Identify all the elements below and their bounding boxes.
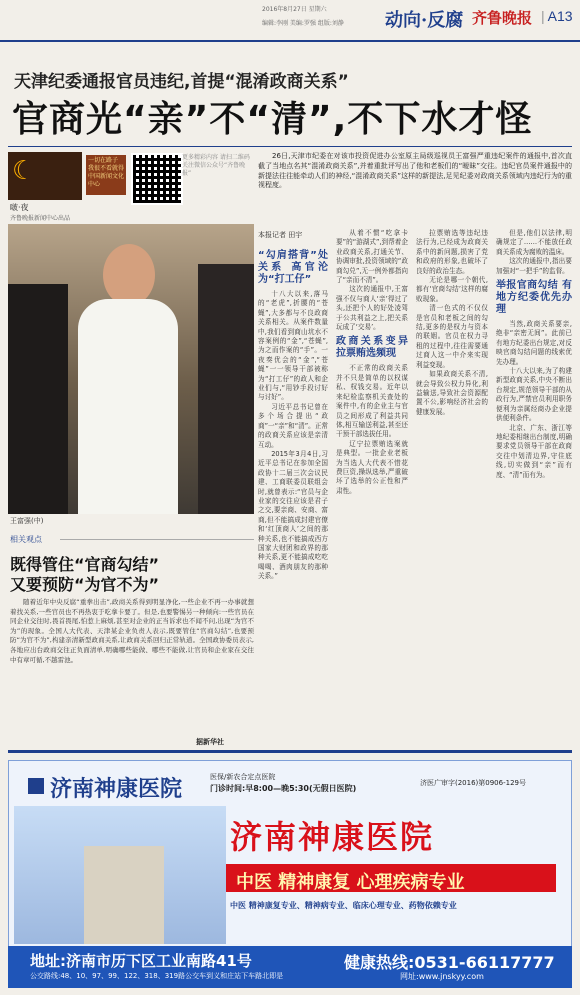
- related-headline-2: 又要预防“为官不为”: [10, 575, 160, 594]
- column-heading: 举报官商勾结 有地方纪委优先办理: [496, 280, 572, 316]
- divider: [60, 539, 254, 540]
- ad-slogan: 中医 精神康复 心理疾病专业: [236, 872, 465, 893]
- divider: [8, 750, 572, 753]
- promo-banner: 一切在路子 我很不看就得 中国新闻文化中心: [86, 155, 126, 195]
- newspaper-logo: 齐鲁晚报: [472, 9, 533, 27]
- paragraph: 2015年3月4日,习近平总书记在参加全国政协十二届三次会议民建、工商联委员联组会时,就曾表示:“官员与企业家的交往应该是君子之交,要亲商、安商、富商,但不能搞成封建官僚和‘红顶商人’之间的那种关系,也不能搞成西方国家大财团和政界的那种关系,更不能搞成吃吃喝喝、酒肉朋友的那种关系。”: [258, 449, 328, 581]
- paragraph: 习近平总书记曾在多个场合提出“政商”一“亲”和“清”。正常的政商关系应该是亲清互动。: [258, 402, 328, 449]
- promo-title: 啵·夜: [10, 203, 29, 212]
- article-subheadline: 天津纪委通报官员违纪,首提“混淆政商关系”: [14, 72, 349, 92]
- photo-caption: 王富强(中): [10, 517, 44, 525]
- paragraph: 辽宁拉票贿选案就是典型。一批企业老板为当选人大代表不惜花费巨资,操纵选举,严重破坏了选举的公正性和严肃性。: [336, 439, 408, 495]
- divider: [8, 146, 572, 147]
- paragraph: 十八大以来,落马的“老虎”,折腰的“苍蝇”,大多都与不良政商关系相关。从案件数量中,我们看到商山坑水不容案例的“金”,“苍蝇”,为之而作案的“手”。一夜奏优会的“金”,“苍蝇”一一领导干部被称为“打工仔”的政人和企业们与,“用钞手段讨好与讨好”。: [258, 290, 328, 402]
- ad-hours: 门诊时间:早8:00—晚5:30(无假日医院): [210, 784, 357, 793]
- paragraph: 当然,政商关系要亲,绝非“亲密无间”。此前已有地方纪委出台规定,对反映官商勾结问题的线索优先办理。: [496, 320, 572, 366]
- article-column-2: [336, 229, 408, 734]
- page-number: | A13: [541, 8, 573, 24]
- paragraph: 但是,他们以法律,明确规定了……不能放任政商关系成为腐败的温床。: [496, 229, 572, 256]
- article-column-4: [496, 229, 572, 734]
- news-photo: [8, 224, 254, 514]
- paragraph: 清一色式的不仅仅是官员和老板之间的勾结,更多的是权力与资本的联姻。官员在权力寻租的过程中,往往需要通过商人这一中介来实现利益变现。: [416, 304, 488, 369]
- related-label: 相关观点: [10, 535, 42, 544]
- ad-bus-routes: 公交路线:48、10、97、99、122、318、319路公交车到义和庄站下车路北即是: [30, 972, 284, 980]
- paragraph: 从着不惯“吃拿卡要”的“游湖式”,到帮着企业政商关系,打通关节、协调审批,投资领域的“政商勾兑”,无一例外都指向了“亲而不清”。: [336, 229, 408, 285]
- qr-code-icon: [131, 153, 183, 205]
- qr-caption: 更多精彩内容 请扫二维码关注微信公众号“齐鲁晚报”: [182, 154, 250, 177]
- related-body: 随着近年中央反腐“重拳出击”,政商关系得到明显净化,一些企业不再一办事就想着找关系,一些官员也不再热衷于吃拿卡要了。但是,也要警惕另一种倾向:一些官员在同企业交往时,畏首畏尾,怕惹上麻烦,甚至对企业的正当诉求也不闻不问,出现“为官不为”的现象。全国人大代表、天津某企业负责人表示,既要管住“官商勾结”,也要预防“为官不为”,构建亲清新型政商关系,让政商关系回归正常轨道。全国政协委员表示,各地应出台政商交往正负面清单,明确哪些能做、哪些不能做,让官员和企业家在交往中有章可循,不越雷池。: [10, 598, 254, 664]
- ad-insurance-note: 医保/新农合定点医院: [210, 773, 276, 781]
- section-title: 动向·反腐: [385, 10, 464, 31]
- paragraph: 拉票贿选等违纪违法行为,已经成为政商关系中的新问题,损害了党和政府的形象,也破坏了良好的政治生态。: [416, 229, 488, 275]
- paragraph: 无论是哪一个朝代,都有‘官商勾结’这样的腐败现象。: [416, 276, 488, 303]
- paragraph: 北京、广东、浙江等地纪委相继出台制度,明确要求党员领导干部在政商交往中划清边界,守住底线,切实做到“亲”而有度、“清”而有为。: [496, 423, 572, 479]
- article-headline: 官商光“亲”不“清”,不下水才怪: [12, 99, 533, 140]
- ad-address: 地址:济南市历下区工业南路41号: [30, 952, 252, 970]
- article-column-1: [258, 246, 328, 734]
- ad-hotline[interactable]: 健康热线:0531-66117777: [344, 953, 555, 972]
- paragraph: 这次的通报中,王富强不仅与商人‘亲’得过了头,还把个人的好处凌驾于公共利益之上,把关系玩成了‘交易’。: [336, 285, 408, 332]
- byline: 本报记者 田宇: [258, 231, 303, 239]
- paragraph: 这次的通报中,指出要加强对“一把手”的监督。: [496, 257, 572, 275]
- article-column-3: [416, 229, 488, 734]
- ad-services: 中医 精神康复专业、精神病专业、临床心理专业、药物依赖专业: [230, 901, 457, 910]
- ad-registration: 济医广审字(2016)第0906-129号: [420, 779, 526, 787]
- ad-logo-text: 济南神康医院: [50, 777, 183, 802]
- promo-subtitle: 齐鲁晚报新闻中心出品: [10, 215, 71, 222]
- hospital-building-image: [14, 806, 226, 944]
- ad-title: 济南神康医院: [230, 818, 435, 856]
- related-headline-1: 既得管住“官商勾结”: [10, 555, 160, 574]
- paragraph: 不正常的政商关系并不只是简单的以权谋私、权钱交易。近年以来纪检监察机关查处的案件中,有的企业主与官员之间形成了利益共同体,相互输送利益,甚至还干预干部选拔任用。: [336, 364, 408, 439]
- paragraph: 如果政商关系不清,就会导致公权力异化,利益输送,导致社会资源配置不公,影响经济社会的健康发展。: [416, 370, 488, 416]
- article-lead: 26日,天津市纪委在对该市投资促进办公室原主局级巡视员王富强严重违纪案件的通报中,首次直截了当地点名其“混淆政商关系”,并着重批评写出了他和老板们的“暧昧”交往。违纪官员案件通报中的新提法往往能牵动人们的神经,“混淆政商关系”这样的新提法,足见纪委对政商关系领域内违纪行为的重视程度。: [258, 152, 572, 190]
- issue-date: 2016年8月27日 星期六: [262, 6, 327, 13]
- promo-image: [8, 152, 82, 200]
- related-source: 据新华社: [196, 738, 224, 746]
- hospital-logo-icon: [28, 778, 44, 794]
- ad-website-link[interactable]: 网址:www.jnskyy.com: [400, 972, 484, 981]
- paragraph: 十八大以来,为了构建新型政商关系,中央不断出台规定,规范领导干部的从政行为,严禁官员利用职务便利为亲属经商办企业提供便利条件。: [496, 367, 572, 423]
- column-heading: 政商关系变异 拉票贿选频现: [336, 336, 408, 360]
- editor-credits: 编辑:李刚 美编:罗强 组版:刘静: [262, 20, 344, 27]
- wolf-icon: ☾: [12, 156, 36, 186]
- column-heading: “勾肩搭背”处关系 高官沦为“打工仔”: [258, 250, 328, 285]
